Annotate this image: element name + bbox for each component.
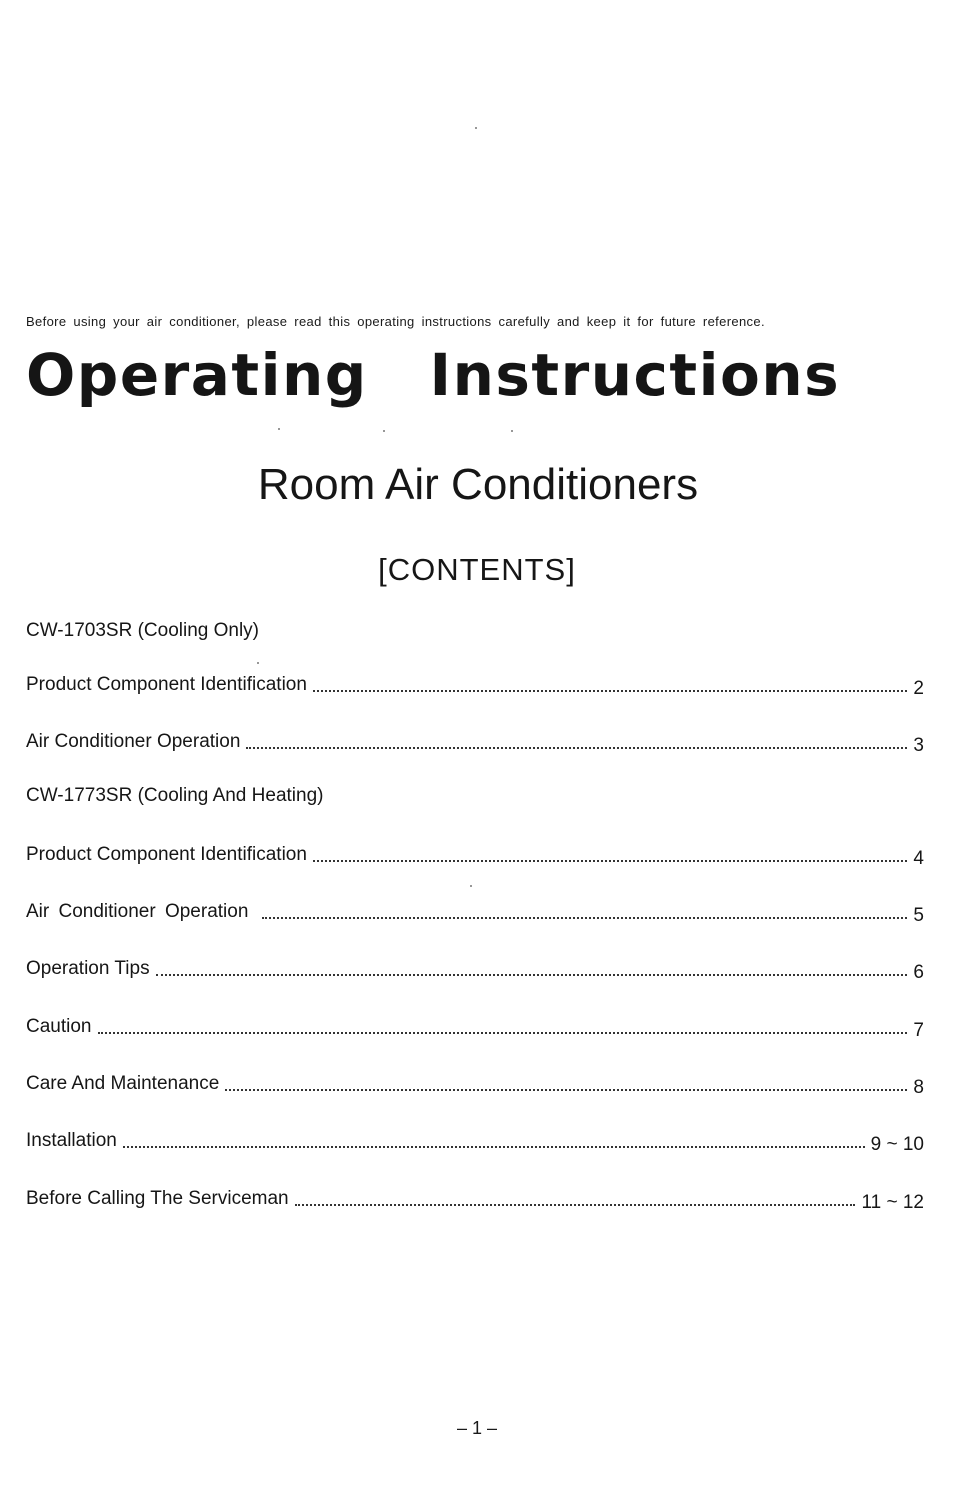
toc-leader-dots [98, 1031, 908, 1034]
toc-entry [26, 1126, 924, 1155]
toc-entry [26, 1184, 924, 1213]
toc-entry-page: 7 [913, 1020, 924, 1041]
toc-entry-page: 6 [913, 962, 924, 983]
page-number: – 1 – [456, 1418, 498, 1438]
toc-entry-page: 5 [913, 905, 924, 926]
toc-leader-dots [123, 1145, 865, 1148]
scan-speck [511, 430, 513, 432]
toc-entry-label: Care And Maintenance [26, 1073, 220, 1094]
toc-leader-dots [313, 859, 907, 862]
toc-entry-page: 8 [913, 1077, 924, 1098]
toc-entry-page: 4 [913, 848, 924, 869]
toc-entry [26, 897, 924, 926]
toc-entry-label: Before Calling The Serviceman [26, 1188, 289, 1209]
toc-entry [26, 670, 924, 699]
notice-text: Before using your air conditioner, please read this operating instructions carefully and keep it for future reference. [26, 314, 765, 329]
toc-leader-dots [295, 1203, 856, 1206]
toc-leader-dots [313, 689, 907, 692]
toc-entry [26, 954, 924, 983]
toc-entry-page: 11 ~ 12 [861, 1192, 924, 1213]
toc-entry-label: Caution [26, 1016, 92, 1037]
scan-speck [475, 127, 477, 129]
scan-speck [278, 428, 280, 430]
toc-entry-label: Air Conditioner Operation [26, 731, 241, 752]
toc-entry-label: Product Component Identification [26, 674, 307, 695]
model-heading-cooling-only: CW-1703SR (Cooling Only) [26, 620, 260, 641]
toc-leader-dots [246, 746, 907, 749]
toc-entry-page: 2 [913, 678, 924, 699]
toc-entry-label: Air Conditioner Operation [26, 901, 249, 922]
toc-leader-dots [156, 973, 908, 976]
toc-entry-label: Product Component Identification [26, 844, 307, 865]
toc-entry-page: 3 [913, 735, 924, 756]
main-title: Operating Instructions [26, 341, 841, 409]
scan-speck [257, 662, 259, 664]
scan-speck [470, 885, 472, 887]
toc-entry-page: 9 ~ 10 [870, 1134, 924, 1155]
scan-speck [383, 430, 385, 432]
toc-leader-dots [262, 916, 907, 919]
toc-entry-label: Operation Tips [26, 958, 150, 979]
toc-entry [26, 1012, 924, 1041]
model-heading-cooling-and-heating: CW-1773SR (Cooling And Heating) [26, 785, 324, 806]
subtitle: Room Air Conditioners [257, 460, 699, 509]
toc-entry [26, 840, 924, 869]
toc-entry [26, 1069, 924, 1098]
toc-leader-dots [225, 1088, 907, 1091]
toc-entry [26, 727, 924, 756]
contents-heading: [CONTENTS] [378, 552, 576, 587]
toc-entry-label: Installation [26, 1130, 117, 1151]
